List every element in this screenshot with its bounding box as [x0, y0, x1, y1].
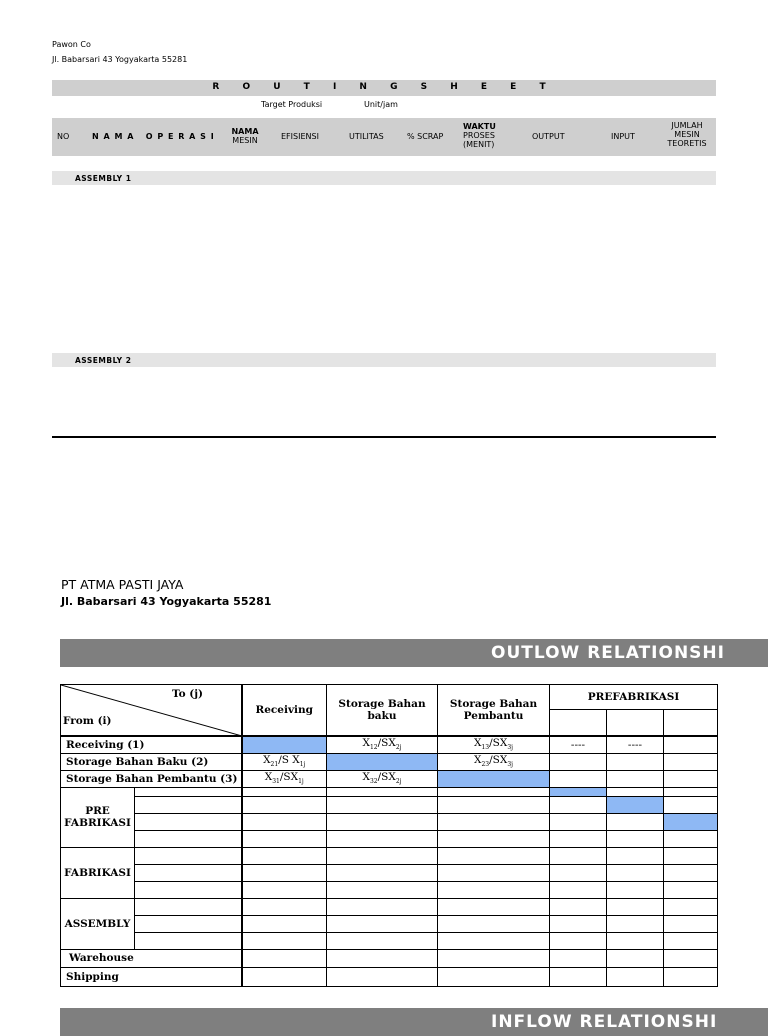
- cell-empty: [664, 830, 718, 847]
- cell-empty: [242, 847, 327, 864]
- cell-empty: [242, 898, 327, 915]
- company-address: Jl. Babarsari 43 Yogyakarta 55281: [52, 55, 188, 64]
- cell-diagonal: [550, 787, 607, 796]
- target-produksi-label: Target Produksi: [261, 100, 323, 109]
- cell-empty: [664, 787, 718, 796]
- cell-empty: [327, 932, 438, 949]
- cell-empty: [664, 915, 718, 932]
- cell-empty: [438, 949, 550, 967]
- assembly-2-bar: [52, 353, 716, 367]
- cell-empty: [327, 881, 438, 898]
- cell-empty: [664, 949, 718, 967]
- cell-empty: [607, 915, 664, 932]
- cell-empty: [438, 796, 550, 813]
- cell-empty: [242, 949, 327, 967]
- sub-cell: [135, 787, 242, 796]
- sub-cell: [135, 898, 242, 915]
- diagonal-line: [61, 685, 242, 736]
- cell-empty: [664, 736, 718, 754]
- inflow-banner-title: INFLOW RELATIONSHI: [491, 1012, 718, 1032]
- cell-x31: $X_{31}/SX_{1j}$: [242, 770, 327, 787]
- routing-title-bar: [52, 80, 716, 96]
- row-receiving: Receiving (1): [61, 736, 242, 754]
- outflow-banner-title: OUTLOW RELATIONSHI: [491, 643, 725, 663]
- cell-empty: [242, 932, 327, 949]
- cell-empty: [664, 847, 718, 864]
- col-waktu-1: WAKTU: [463, 122, 496, 131]
- row-warehouse: Warehouse: [61, 949, 242, 967]
- inflow-banner: [60, 1008, 768, 1036]
- to-label: To (j): [172, 688, 204, 700]
- col-nama-mesin-1: NAMA: [231, 127, 259, 136]
- col-no: NO: [57, 132, 70, 141]
- cell-empty: [242, 813, 327, 830]
- cell-empty: [550, 932, 607, 949]
- prefab-sub-3: [664, 710, 718, 736]
- cell-empty: [550, 813, 607, 830]
- hdr-storage-baku-1: Storage Bahan: [338, 697, 426, 710]
- col-utilitas: UTILITAS: [349, 132, 384, 141]
- cell-empty: [607, 787, 664, 796]
- cell-empty: [438, 813, 550, 830]
- cell-empty: [438, 915, 550, 932]
- cell-empty: [607, 932, 664, 949]
- cell-dash: ----: [607, 736, 664, 754]
- cell-empty: [242, 864, 327, 881]
- page-divider: [52, 436, 716, 438]
- assembly-1-bar: [52, 171, 716, 185]
- cell-empty: [438, 847, 550, 864]
- cell-diagonal: [327, 753, 438, 770]
- cell-empty: [550, 898, 607, 915]
- sub-cell: [135, 915, 242, 932]
- hdr-storage-pembantu-1: Storage Bahan: [449, 697, 538, 710]
- row-fabrikasi: FABRIKASI: [61, 847, 135, 898]
- cell-empty: [664, 881, 718, 898]
- cell-empty: [550, 830, 607, 847]
- cell-empty: [664, 796, 718, 813]
- cell-empty: [664, 753, 718, 770]
- outflow-table: [60, 684, 718, 987]
- cell-empty: [327, 847, 438, 864]
- col-jumlah-3: TEORETIS: [667, 139, 707, 148]
- cell-empty: [664, 932, 718, 949]
- prefab-sub-1: [550, 710, 607, 736]
- col-input: INPUT: [611, 132, 635, 141]
- row-prefabrikasi: [61, 787, 135, 847]
- cell-empty: [242, 830, 327, 847]
- cell-empty: [327, 915, 438, 932]
- hdr-storage-baku: [327, 685, 438, 736]
- prefab-sub-2: [607, 710, 664, 736]
- col-waktu-2: PROSES: [463, 131, 495, 140]
- cell-empty: [607, 967, 664, 986]
- company-name-2: PT ATMA PASTI JAYA: [61, 577, 184, 592]
- hdr-storage-pembantu: [438, 685, 550, 736]
- cell-empty: [438, 967, 550, 986]
- cell-empty: [438, 787, 550, 796]
- sub-cell: [135, 847, 242, 864]
- routing-title: R O U T I N G S H E E T: [212, 82, 556, 92]
- cell-empty: [607, 898, 664, 915]
- cell-empty: [607, 881, 664, 898]
- row-shipping: Shipping: [61, 967, 242, 986]
- unit-label: Unit/jam: [364, 100, 398, 109]
- cell-empty: [242, 967, 327, 986]
- cell-empty: [327, 949, 438, 967]
- cell-empty: [242, 796, 327, 813]
- cell-empty: [607, 830, 664, 847]
- cell-x32: $X_{32}/SX_{2j}$: [327, 770, 438, 787]
- sub-cell: [135, 796, 242, 813]
- cell-empty: [327, 830, 438, 847]
- cell-empty: [550, 770, 607, 787]
- cell-empty: [242, 881, 327, 898]
- cell-empty: [607, 864, 664, 881]
- cell-empty: [607, 949, 664, 967]
- cell-empty: [550, 796, 607, 813]
- cell-empty: [664, 864, 718, 881]
- routing-header: [52, 118, 716, 156]
- cell-dash: ----: [550, 736, 607, 754]
- cell-diagonal: [664, 813, 718, 830]
- col-output: OUTPUT: [532, 132, 565, 141]
- cell-empty: [327, 813, 438, 830]
- hdr-prefabrikasi: PREFABRIKASI: [550, 685, 718, 710]
- sub-cell: [135, 864, 242, 881]
- cell-empty: [664, 967, 718, 986]
- col-nama-mesin-2: MESIN: [232, 136, 258, 145]
- sub-cell: [135, 881, 242, 898]
- from-label: From (i): [63, 715, 112, 727]
- hdr-storage-pembantu-2: Pembantu: [463, 709, 524, 722]
- cell-diagonal: [438, 770, 550, 787]
- company-address-2: Jl. Babarsari 43 Yogyakarta 55281: [61, 595, 272, 608]
- cell-empty: [327, 864, 438, 881]
- sub-cell: [135, 932, 242, 949]
- cell-x23: $X_{23}/SX_{3j}$: [438, 753, 550, 770]
- cell-empty: [438, 932, 550, 949]
- hdr-storage-baku-2: baku: [367, 709, 397, 722]
- cell-empty: [327, 967, 438, 986]
- cell-empty: [550, 967, 607, 986]
- cell-empty: [327, 787, 438, 796]
- row-storage-pembantu: Storage Bahan Pembantu (3): [61, 770, 242, 787]
- col-jumlah-2: MESIN: [674, 130, 700, 139]
- col-waktu-3: (MENIT): [463, 140, 495, 149]
- cell-empty: [607, 770, 664, 787]
- cell-empty: [550, 753, 607, 770]
- cell-empty: [242, 787, 327, 796]
- cell-empty: [550, 847, 607, 864]
- cell-empty: [438, 898, 550, 915]
- assembly-2-label: ASSEMBLY 2: [75, 356, 132, 365]
- outflow-banner: [60, 639, 768, 667]
- cell-empty: [438, 830, 550, 847]
- col-jumlah-1: JUMLAH: [671, 121, 703, 130]
- cell-x21: $X_{21}/S$ $X_{1j}$: [242, 753, 327, 770]
- col-nama-operasi: N A M A O P E R A S I: [92, 132, 215, 141]
- cell-empty: [664, 898, 718, 915]
- cell-x13: $X_{13}/SX_{3j}$: [438, 736, 550, 754]
- sub-cell: [135, 813, 242, 830]
- cell-empty: [242, 915, 327, 932]
- cell-empty: [607, 847, 664, 864]
- cell-empty: [664, 770, 718, 787]
- cell-empty: [550, 864, 607, 881]
- cell-empty: [327, 898, 438, 915]
- row-prefabrikasi-2: FABRIKASI: [64, 817, 131, 829]
- cell-x12: $X_{12}/SX_{2j}$: [327, 736, 438, 754]
- cell-empty: [327, 796, 438, 813]
- hdr-receiving: Receiving: [242, 685, 327, 736]
- cell-diagonal: [242, 736, 327, 754]
- cell-empty: [438, 881, 550, 898]
- row-prefabrikasi-1: PRE: [85, 805, 110, 817]
- cell-empty: [550, 881, 607, 898]
- cell-empty: [438, 864, 550, 881]
- row-storage-baku: Storage Bahan Baku (2): [61, 753, 242, 770]
- cell-empty: [607, 753, 664, 770]
- company-name: Pawon Co: [52, 40, 91, 49]
- assembly-1-label: ASSEMBLY 1: [75, 174, 132, 183]
- col-scrap: % SCRAP: [407, 132, 444, 141]
- corner-cell: [61, 685, 242, 736]
- col-efisiensi: EFISIENSI: [281, 132, 319, 141]
- sub-cell: [135, 830, 242, 847]
- cell-empty: [607, 813, 664, 830]
- cell-diagonal: [607, 796, 664, 813]
- cell-empty: [550, 949, 607, 967]
- cell-empty: [550, 915, 607, 932]
- row-assembly: ASSEMBLY: [61, 898, 135, 949]
